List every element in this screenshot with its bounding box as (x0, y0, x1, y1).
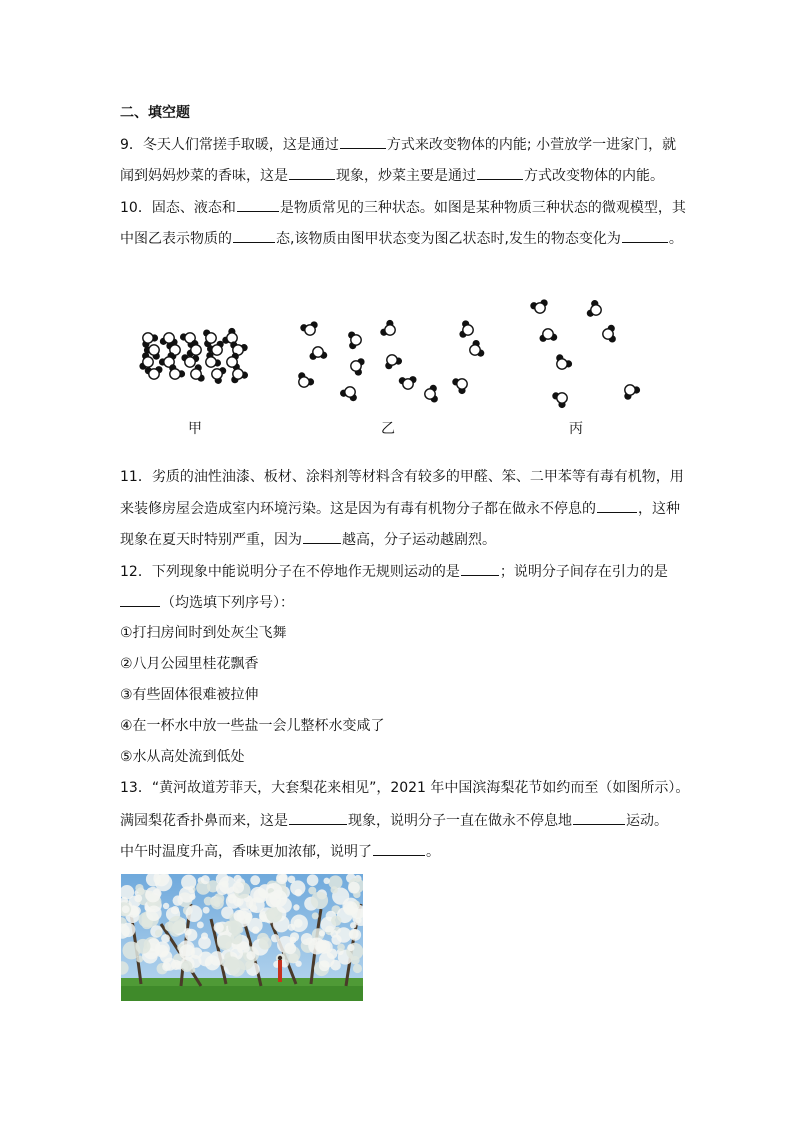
solid-molecule (227, 353, 240, 371)
liquid-molecule (399, 376, 417, 389)
figure-label-jia: 甲 (188, 421, 202, 437)
liquid-molecule (310, 347, 328, 360)
liquid-molecule (385, 355, 402, 369)
q9-text: 方式改变物体的内能。 (524, 168, 664, 184)
liquid-molecule (340, 387, 357, 401)
option-1: ①打扫房间时到处灰尘飞舞 (120, 625, 287, 641)
option-3: ③有些固体很难被拉伸 (120, 687, 259, 703)
q10-blank-2[interactable] (233, 229, 275, 243)
person-in-red (278, 960, 282, 982)
q9-blank-2[interactable] (289, 166, 335, 180)
solid-molecule (212, 367, 226, 384)
q12-blank-1[interactable] (461, 562, 499, 576)
gas-molecule (552, 392, 567, 408)
solid-molecule (145, 366, 163, 379)
gas-molecule (540, 329, 558, 342)
solid-molecule (169, 364, 185, 379)
gas-molecules (530, 299, 640, 408)
liquid-molecule (425, 385, 438, 403)
liquid-molecules (298, 320, 484, 403)
q13-text: 满园梨花香扑鼻而来，这是 (120, 813, 288, 829)
question-9-line-2 (120, 166, 664, 185)
liquid-molecule (380, 320, 395, 336)
solid-molecule (203, 330, 216, 348)
question-13-line-1: 13．“黄河故道芳菲天，大套梨花来相见”，2021 年中国滨海梨花节如约而至（如图所示）。 (120, 780, 690, 796)
liquid-molecule (351, 358, 365, 375)
liquid-molecule (452, 378, 467, 394)
solid-molecule (231, 369, 248, 383)
q9-text: 闻到妈妈炒菜的香味，这是 (120, 168, 288, 184)
q9-blank-3[interactable] (477, 166, 523, 180)
q10-text: 是物质常见的三种状态。如图是某种物质三种状态的微观模型，其 (279, 200, 686, 216)
question-13-line-2 (120, 811, 668, 830)
q12-text: ；说明分子间存在引力的是 (499, 564, 668, 580)
pear-orchard-image (121, 874, 363, 1001)
q12-blank-2[interactable] (120, 593, 160, 607)
question-9-line-1 (120, 135, 676, 154)
question-11-line-2 (120, 499, 680, 518)
figure-label-bing: 丙 (569, 421, 583, 437)
option-4: ④在一杯水中放一些盐一会儿整杯水变咸了 (120, 718, 385, 734)
q13-text: 。 (426, 844, 440, 860)
gas-molecule (587, 300, 601, 317)
pear-blossom-photo (121, 874, 363, 1001)
liquid-molecule (300, 321, 317, 335)
q9-blank-1[interactable] (340, 135, 386, 149)
q9-text: 现象，炒菜主要是通过 (336, 168, 476, 184)
solid-molecule (230, 341, 247, 355)
liquid-molecule (348, 332, 361, 350)
q12-text: 12．下列现象中能说明分子在不停地作无规则运动的是 (120, 564, 460, 580)
q11-blank-1[interactable] (597, 499, 637, 513)
q13-blank-1[interactable] (289, 811, 347, 825)
question-10-line-2 (120, 229, 683, 248)
states-of-matter-figure (130, 290, 660, 440)
q13-blank-2[interactable] (573, 811, 625, 825)
molecule-models-svg (130, 290, 660, 440)
figure-label-yi: 乙 (381, 421, 395, 437)
q10-text: 态,该物质由图甲状态变为图乙状态时,发生的物态变化为 (276, 231, 621, 247)
liquid-molecule (459, 320, 473, 337)
q10-text: 。 (668, 231, 683, 247)
q10-text: 10．固态、液态和 (120, 200, 236, 216)
solid-molecule (222, 328, 237, 344)
gas-molecule (556, 354, 572, 369)
gas-molecule (624, 385, 640, 400)
q12-text: （均选填下列序号）： (161, 595, 294, 611)
q11-text: 现象在夏天时特别严重，因为 (120, 532, 302, 548)
solid-molecules (139, 328, 248, 384)
question-13-line-3 (120, 842, 440, 861)
option-5: ⑤水从高处流到低处 (120, 749, 245, 765)
question-10-line-1 (120, 198, 686, 217)
question-11-line-1: 11．劣质的油性油漆、板材、涂料剂等材料含有较多的甲醛、笨、二甲苯等有毒有机物，用 (120, 469, 684, 485)
q13-text: 运动。 (626, 813, 668, 829)
q13-text: 中午时温度升高，香味更加浓郁，说明了 (120, 844, 372, 860)
q13-blank-3[interactable] (373, 842, 425, 856)
q10-blank-1[interactable] (237, 198, 279, 212)
liquid-molecule (298, 372, 314, 387)
q13-text: 现象，说明分子一直在做永不停息地 (348, 813, 572, 829)
q9-text: 方式来改变物体的内能; 小萱放学一进家门，就 (386, 137, 677, 153)
section-title: 二、填空题 (120, 105, 190, 121)
question-12-line-1 (120, 562, 668, 581)
gas-molecule (530, 299, 547, 313)
q11-text: ，这种 (638, 501, 680, 517)
gas-molecule (603, 325, 616, 343)
question-11-line-3 (120, 530, 496, 549)
liquid-molecule (470, 340, 484, 357)
q9-text: 9．冬天人们常搓手取暖，这是通过 (120, 137, 339, 153)
q10-blank-3[interactable] (622, 229, 668, 243)
q10-text: 中图乙表示物质的 (120, 231, 232, 247)
question-12-line-2 (120, 593, 294, 612)
q11-text: 来装修房屋会造成室内环境污染。这是因为有毒有机物分子都在做永不停息的 (120, 501, 596, 517)
q11-blank-2[interactable] (303, 530, 341, 544)
q11-text: 越高，分子运动越剧烈。 (342, 532, 496, 548)
option-2: ②八月公园里桂花飘香 (120, 656, 259, 672)
